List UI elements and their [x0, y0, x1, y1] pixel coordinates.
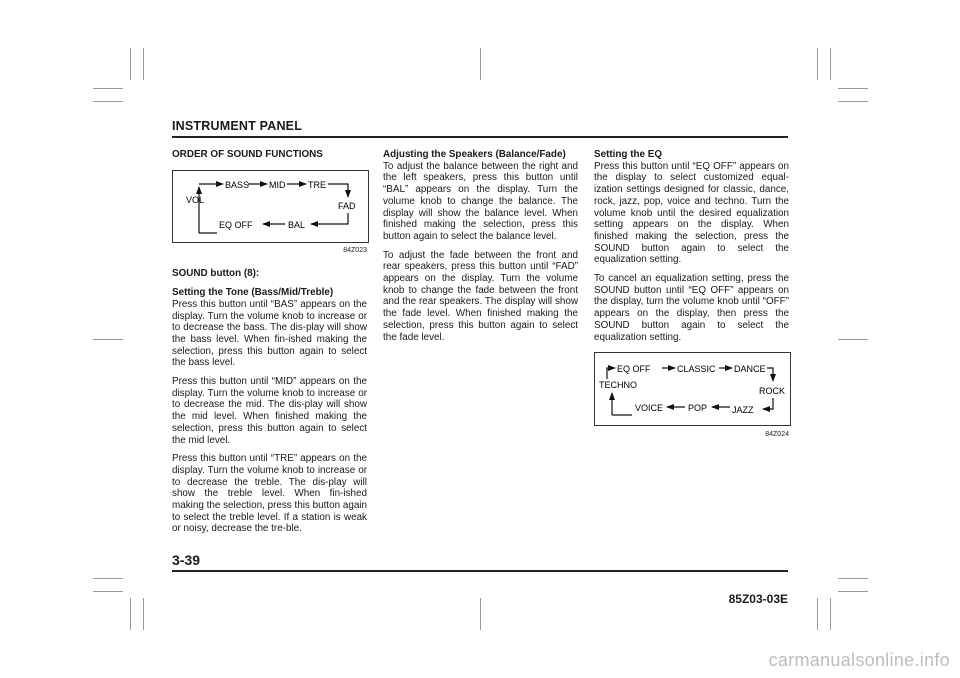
page-number: 3-39 — [172, 552, 201, 568]
arrow-icon — [311, 213, 348, 224]
crop-mark — [93, 101, 123, 102]
eq-modes-diagram-svg — [595, 353, 790, 425]
label-bal: BAL — [288, 219, 306, 230]
section-title: ORDER OF SOUND FUNCTIONS — [172, 149, 323, 160]
speakers-heading: Adjusting the Speakers (Balance/Fade) — [383, 149, 566, 160]
label-vol: VOL — [186, 194, 205, 205]
label-voice: VOICE — [635, 403, 664, 414]
footer-rule — [172, 570, 788, 572]
arrow-icon — [607, 368, 615, 379]
sound-functions-diagram-svg — [173, 171, 368, 242]
label-bass: BASS — [225, 179, 250, 190]
crop-mark — [838, 339, 868, 340]
crop-mark — [838, 101, 868, 102]
crop-mark — [838, 591, 868, 592]
figure-code: 84Z024 — [765, 431, 789, 439]
column-middle — [383, 149, 578, 350]
label-pop: POP — [688, 403, 708, 414]
crop-mark — [817, 598, 818, 630]
tone-heading: Setting the Tone (Bass/Mid/Treble) — [172, 287, 334, 299]
crop-mark — [830, 598, 831, 630]
crop-mark — [143, 48, 144, 80]
label-techno: TECHNO — [599, 380, 637, 391]
label-eq-off: EQ OFF — [617, 364, 651, 375]
tone-paragraph-bass: Press this button until “BAS” appears on the display. Turn the volume knob to increase or to decrease the bass. The dis-play will show the bass level. When fin-ished making the selection, press this button again to select the bass level. — [172, 298, 367, 369]
header-rule — [172, 136, 788, 138]
crop-mark — [838, 88, 868, 89]
page-header-title: INSTRUMENT PANEL — [172, 119, 303, 133]
label-dance: DANCE — [734, 364, 766, 375]
document-code: 85Z03-03E — [728, 592, 788, 606]
eq-heading: Setting the EQ — [594, 149, 663, 160]
eq-paragraph-cancel: To cancel an equalization setting, press the SOUND button until “EQ OFF” appears on the display, turn the volume knob until “OFF” appears on the display, then press the SOUND button again to select the equalization setting. — [594, 273, 789, 343]
arrow-icon — [763, 398, 773, 409]
crop-mark — [130, 48, 131, 80]
label-jazz: JAZZ — [732, 405, 754, 416]
crop-mark — [93, 578, 123, 579]
crop-mark — [143, 598, 144, 630]
fade-paragraph: To adjust the fade between the front and rear speakers, press this button until “FAD” appears on the display. Turn the volume knob to change the fade between the front and the rear speakers. The display will show the fade level. When finished making the selection, press this button again to select the fade level. — [383, 249, 578, 343]
sound-functions-diagram — [172, 170, 369, 243]
label-classic: CLASSIC — [677, 364, 716, 375]
label-eq-off: EQ OFF — [219, 219, 253, 230]
label-tre: TRE — [308, 179, 326, 190]
crop-mark — [93, 591, 123, 592]
crop-mark — [93, 339, 123, 340]
label-fad: FAD — [338, 200, 356, 211]
label-mid: MID — [269, 179, 286, 190]
crop-mark — [817, 48, 818, 80]
tone-paragraph-treble: Press this button until “TRE” appears on the display. Turn the volume knob to increase or to decrease the treble. The dis-play will show the treble level. When fin-ished making the selection, press this button again to select the treble level. If a station is weak or noisy, decrease the tre-ble. — [172, 453, 367, 535]
arrow-icon — [767, 368, 773, 381]
crop-mark — [93, 88, 123, 89]
crop-mark — [480, 48, 481, 80]
crop-mark — [480, 598, 481, 630]
arrow-icon — [328, 184, 348, 197]
crop-mark — [838, 578, 868, 579]
figure-code: 84Z023 — [343, 246, 367, 254]
eq-modes-diagram — [594, 352, 791, 426]
crop-mark — [130, 598, 131, 630]
label-rock: ROCK — [759, 386, 786, 397]
balance-paragraph: To adjust the balance between the right and the left speakers, press this button until “BAL” appears on the display. Turn the volume knob to change the balance. The display will show the balance level. When finished making the selection, press this button again to select the balance level. — [383, 160, 578, 242]
column-right — [594, 149, 789, 453]
eq-paragraph-select: Press this button until “EQ OFF” appears on the display to select customized equal-ization settings designed for classic, dance, rock, jazz, pop, voice and techno. Turn the volume knob until the desired equalization setting appears on the display. When finished making the selection, press the SOUND button again to select the equalization setting. — [594, 160, 789, 266]
watermark: carmanualsonline.info — [768, 650, 950, 670]
tone-paragraph-mid: Press this button until “MID” appears on the display. Turn the volume knob to increase or to decrease the mid. The dis-play will show the mid level. When finished making the selection, press this button again to select the mid level. — [172, 376, 367, 446]
column-left — [172, 149, 367, 542]
crop-mark — [830, 48, 831, 80]
sound-button-heading: SOUND button (8): — [172, 268, 260, 280]
